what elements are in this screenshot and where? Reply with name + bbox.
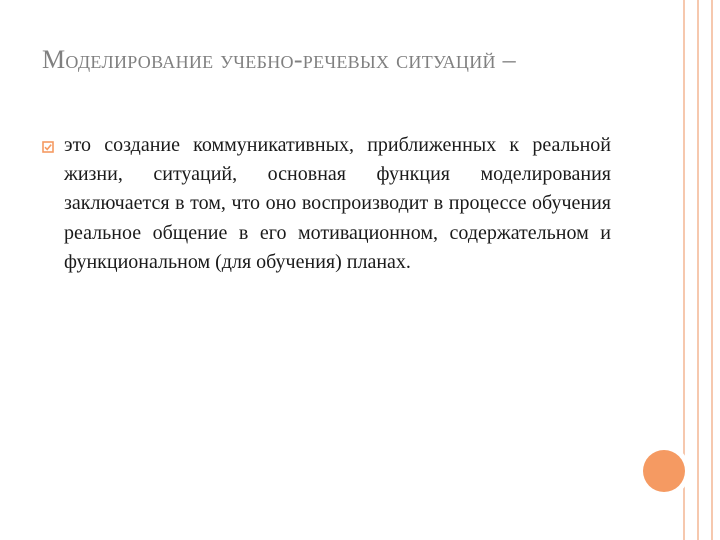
checkbox-bullet-icon	[42, 141, 54, 153]
slide-title: Моделирование учебно-речевых ситуаций –	[42, 45, 516, 74]
bullet-text: это создание коммуникативных, приближенных к реальной жизни, ситуаций, основная функция моделирования заключается в том, что оно воспроизводит в процессе обучения реальное общение в его мотивационном, содержательном и функциональном (для обучения) планах.	[64, 134, 611, 273]
frame-line	[711, 0, 713, 540]
decorative-circle	[643, 450, 685, 492]
frame-line	[697, 0, 699, 540]
